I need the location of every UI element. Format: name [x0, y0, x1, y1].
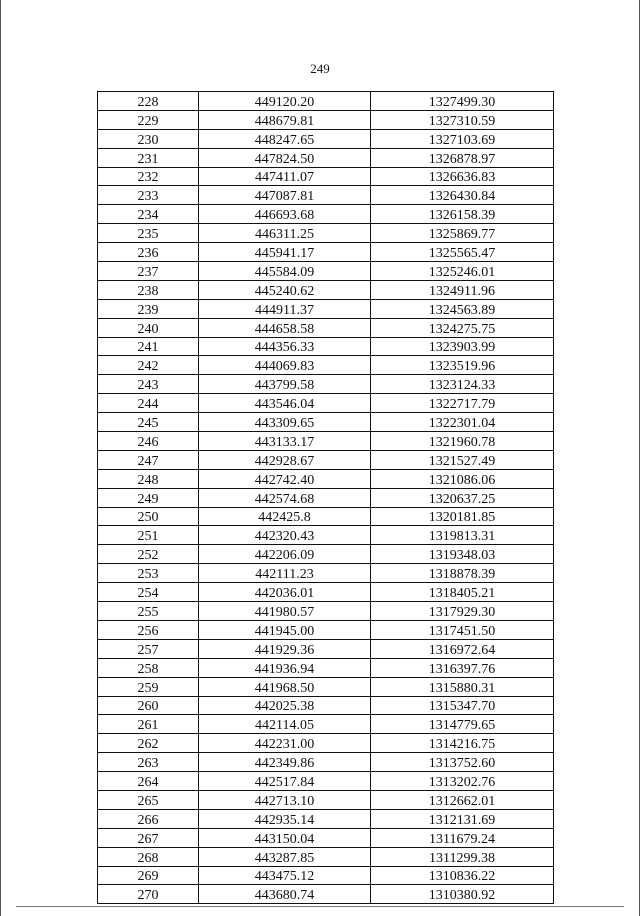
- y-coordinate-cell: 1323903.99: [371, 337, 554, 356]
- table-row: [98, 753, 554, 772]
- point-number-cell: 242: [98, 356, 199, 375]
- coordinates-table: [97, 91, 554, 904]
- table-row: [98, 866, 554, 885]
- table-row: [98, 280, 554, 299]
- y-coordinate-cell: 1326636.83: [371, 167, 554, 186]
- x-coordinate-cell: 443287.85: [199, 847, 371, 866]
- y-coordinate-cell: 1321960.78: [371, 432, 554, 451]
- point-number-cell: 255: [98, 602, 199, 621]
- x-coordinate-cell: 442574.68: [199, 488, 371, 507]
- point-number-cell: 238: [98, 280, 199, 299]
- table-row: [98, 885, 554, 904]
- table-row: [98, 129, 554, 148]
- x-coordinate-cell: 442320.43: [199, 526, 371, 545]
- x-coordinate-cell: 443133.17: [199, 432, 371, 451]
- point-number-cell: 240: [98, 318, 199, 337]
- y-coordinate-cell: 1327499.30: [371, 92, 554, 111]
- table-row: [98, 583, 554, 602]
- x-coordinate-cell: 444658.58: [199, 318, 371, 337]
- y-coordinate-cell: 1318405.21: [371, 583, 554, 602]
- point-number-cell: 264: [98, 772, 199, 791]
- x-coordinate-cell: 442742.40: [199, 469, 371, 488]
- y-coordinate-cell: 1323519.96: [371, 356, 554, 375]
- y-coordinate-cell: 1317451.50: [371, 620, 554, 639]
- point-number-cell: 246: [98, 432, 199, 451]
- x-coordinate-cell: 445584.09: [199, 262, 371, 281]
- x-coordinate-cell: 443475.12: [199, 866, 371, 885]
- point-number-cell: 244: [98, 394, 199, 413]
- x-coordinate-cell: 444069.83: [199, 356, 371, 375]
- x-coordinate-cell: 441980.57: [199, 602, 371, 621]
- y-coordinate-cell: 1327103.69: [371, 129, 554, 148]
- point-number-cell: 247: [98, 450, 199, 469]
- table-row: [98, 828, 554, 847]
- table-row: [98, 639, 554, 658]
- y-coordinate-cell: 1320637.25: [371, 488, 554, 507]
- x-coordinate-cell: 442025.38: [199, 696, 371, 715]
- y-coordinate-cell: 1312662.01: [371, 790, 554, 809]
- point-number-cell: 237: [98, 262, 199, 281]
- y-coordinate-cell: 1317929.30: [371, 602, 554, 621]
- point-number-cell: 236: [98, 243, 199, 262]
- x-coordinate-cell: 449120.20: [199, 92, 371, 111]
- y-coordinate-cell: 1327310.59: [371, 110, 554, 129]
- table-row: [98, 432, 554, 451]
- table-row: [98, 224, 554, 243]
- y-coordinate-cell: 1314216.75: [371, 734, 554, 753]
- x-coordinate-cell: 442713.10: [199, 790, 371, 809]
- y-coordinate-cell: 1321527.49: [371, 450, 554, 469]
- point-number-cell: 228: [98, 92, 199, 111]
- y-coordinate-cell: 1321086.06: [371, 469, 554, 488]
- point-number-cell: 243: [98, 375, 199, 394]
- table-row: [98, 148, 554, 167]
- point-number-cell: 260: [98, 696, 199, 715]
- table-row: [98, 526, 554, 545]
- x-coordinate-cell: 448679.81: [199, 110, 371, 129]
- point-number-cell: 252: [98, 545, 199, 564]
- y-coordinate-cell: 1318878.39: [371, 564, 554, 583]
- table-row: [98, 677, 554, 696]
- point-number-cell: 253: [98, 564, 199, 583]
- table-row: [98, 413, 554, 432]
- y-coordinate-cell: 1311299.38: [371, 847, 554, 866]
- point-number-cell: 233: [98, 186, 199, 205]
- table-row: [98, 337, 554, 356]
- y-coordinate-cell: 1319348.03: [371, 545, 554, 564]
- x-coordinate-cell: 442349.86: [199, 753, 371, 772]
- x-coordinate-cell: 442231.00: [199, 734, 371, 753]
- x-coordinate-cell: 447411.07: [199, 167, 371, 186]
- point-number-cell: 258: [98, 658, 199, 677]
- x-coordinate-cell: 441945.00: [199, 620, 371, 639]
- point-number-cell: 267: [98, 828, 199, 847]
- table-row: [98, 299, 554, 318]
- table-row: [98, 507, 554, 526]
- table-row: [98, 734, 554, 753]
- table-row: [98, 545, 554, 564]
- table-row: [98, 469, 554, 488]
- y-coordinate-cell: 1319813.31: [371, 526, 554, 545]
- y-coordinate-cell: 1312131.69: [371, 809, 554, 828]
- point-number-cell: 266: [98, 809, 199, 828]
- x-coordinate-cell: 447087.81: [199, 186, 371, 205]
- y-coordinate-cell: 1310836.22: [371, 866, 554, 885]
- y-coordinate-cell: 1313752.60: [371, 753, 554, 772]
- x-coordinate-cell: 447824.50: [199, 148, 371, 167]
- point-number-cell: 259: [98, 677, 199, 696]
- y-coordinate-cell: 1311679.24: [371, 828, 554, 847]
- point-number-cell: 256: [98, 620, 199, 639]
- y-coordinate-cell: 1310380.92: [371, 885, 554, 904]
- point-number-cell: 231: [98, 148, 199, 167]
- point-number-cell: 261: [98, 715, 199, 734]
- x-coordinate-cell: 442036.01: [199, 583, 371, 602]
- table-row: [98, 110, 554, 129]
- y-coordinate-cell: 1325246.01: [371, 262, 554, 281]
- x-coordinate-cell: 443799.58: [199, 375, 371, 394]
- table-row: [98, 262, 554, 281]
- x-coordinate-cell: 443680.74: [199, 885, 371, 904]
- table-row: [98, 375, 554, 394]
- point-number-cell: 230: [98, 129, 199, 148]
- y-coordinate-cell: 1316972.64: [371, 639, 554, 658]
- table-row: [98, 356, 554, 375]
- x-coordinate-cell: 443309.65: [199, 413, 371, 432]
- point-number-cell: 235: [98, 224, 199, 243]
- y-coordinate-cell: 1315880.31: [371, 677, 554, 696]
- table-row: [98, 602, 554, 621]
- x-coordinate-cell: 443150.04: [199, 828, 371, 847]
- y-coordinate-cell: 1324911.96: [371, 280, 554, 299]
- table-row: [98, 620, 554, 639]
- y-coordinate-cell: 1322301.04: [371, 413, 554, 432]
- x-coordinate-cell: 442517.84: [199, 772, 371, 791]
- point-number-cell: 265: [98, 790, 199, 809]
- x-coordinate-cell: 444356.33: [199, 337, 371, 356]
- y-coordinate-cell: 1323124.33: [371, 375, 554, 394]
- point-number-cell: 268: [98, 847, 199, 866]
- x-coordinate-cell: 441929.36: [199, 639, 371, 658]
- x-coordinate-cell: 446693.68: [199, 205, 371, 224]
- point-number-cell: 250: [98, 507, 199, 526]
- table-row: [98, 167, 554, 186]
- point-number-cell: 248: [98, 469, 199, 488]
- x-coordinate-cell: 444911.37: [199, 299, 371, 318]
- point-number-cell: 241: [98, 337, 199, 356]
- x-coordinate-cell: 446311.25: [199, 224, 371, 243]
- x-coordinate-cell: 443546.04: [199, 394, 371, 413]
- coordinates-table-body: [98, 92, 554, 904]
- x-coordinate-cell: 442425.8: [199, 507, 371, 526]
- table-row: [98, 847, 554, 866]
- table-row: [98, 318, 554, 337]
- x-coordinate-cell: 441968.50: [199, 677, 371, 696]
- point-number-cell: 229: [98, 110, 199, 129]
- x-coordinate-cell: 445941.17: [199, 243, 371, 262]
- x-coordinate-cell: 442114.05: [199, 715, 371, 734]
- point-number-cell: 254: [98, 583, 199, 602]
- table-row: [98, 790, 554, 809]
- table-row: [98, 394, 554, 413]
- bottom-rule: [16, 906, 624, 907]
- y-coordinate-cell: 1325565.47: [371, 243, 554, 262]
- point-number-cell: 269: [98, 866, 199, 885]
- table-row: [98, 243, 554, 262]
- point-number-cell: 263: [98, 753, 199, 772]
- x-coordinate-cell: 442935.14: [199, 809, 371, 828]
- table-row: [98, 450, 554, 469]
- x-coordinate-cell: 442206.09: [199, 545, 371, 564]
- point-number-cell: 234: [98, 205, 199, 224]
- y-coordinate-cell: 1324563.89: [371, 299, 554, 318]
- table-row: [98, 658, 554, 677]
- point-number-cell: 245: [98, 413, 199, 432]
- y-coordinate-cell: 1313202.76: [371, 772, 554, 791]
- page-number: 249: [310, 61, 330, 76]
- point-number-cell: 251: [98, 526, 199, 545]
- y-coordinate-cell: 1314779.65: [371, 715, 554, 734]
- x-coordinate-cell: 448247.65: [199, 129, 371, 148]
- point-number-cell: 249: [98, 488, 199, 507]
- point-number-cell: 262: [98, 734, 199, 753]
- point-number-cell: 257: [98, 639, 199, 658]
- y-coordinate-cell: 1316397.76: [371, 658, 554, 677]
- y-coordinate-cell: 1326430.84: [371, 186, 554, 205]
- table-row: [98, 772, 554, 791]
- point-number-cell: 239: [98, 299, 199, 318]
- table-row: [98, 92, 554, 111]
- table-row: [98, 205, 554, 224]
- y-coordinate-cell: 1324275.75: [371, 318, 554, 337]
- table-row: [98, 488, 554, 507]
- x-coordinate-cell: 442928.67: [199, 450, 371, 469]
- y-coordinate-cell: 1322717.79: [371, 394, 554, 413]
- table-row: [98, 186, 554, 205]
- table-row: [98, 809, 554, 828]
- y-coordinate-cell: 1326878.97: [371, 148, 554, 167]
- table-row: [98, 696, 554, 715]
- table-row: [98, 715, 554, 734]
- point-number-cell: 270: [98, 885, 199, 904]
- point-number-cell: 232: [98, 167, 199, 186]
- x-coordinate-cell: 441936.94: [199, 658, 371, 677]
- x-coordinate-cell: 442111.23: [199, 564, 371, 583]
- table-row: [98, 564, 554, 583]
- y-coordinate-cell: 1326158.39: [371, 205, 554, 224]
- y-coordinate-cell: 1320181.85: [371, 507, 554, 526]
- y-coordinate-cell: 1315347.70: [371, 696, 554, 715]
- y-coordinate-cell: 1325869.77: [371, 224, 554, 243]
- x-coordinate-cell: 445240.62: [199, 280, 371, 299]
